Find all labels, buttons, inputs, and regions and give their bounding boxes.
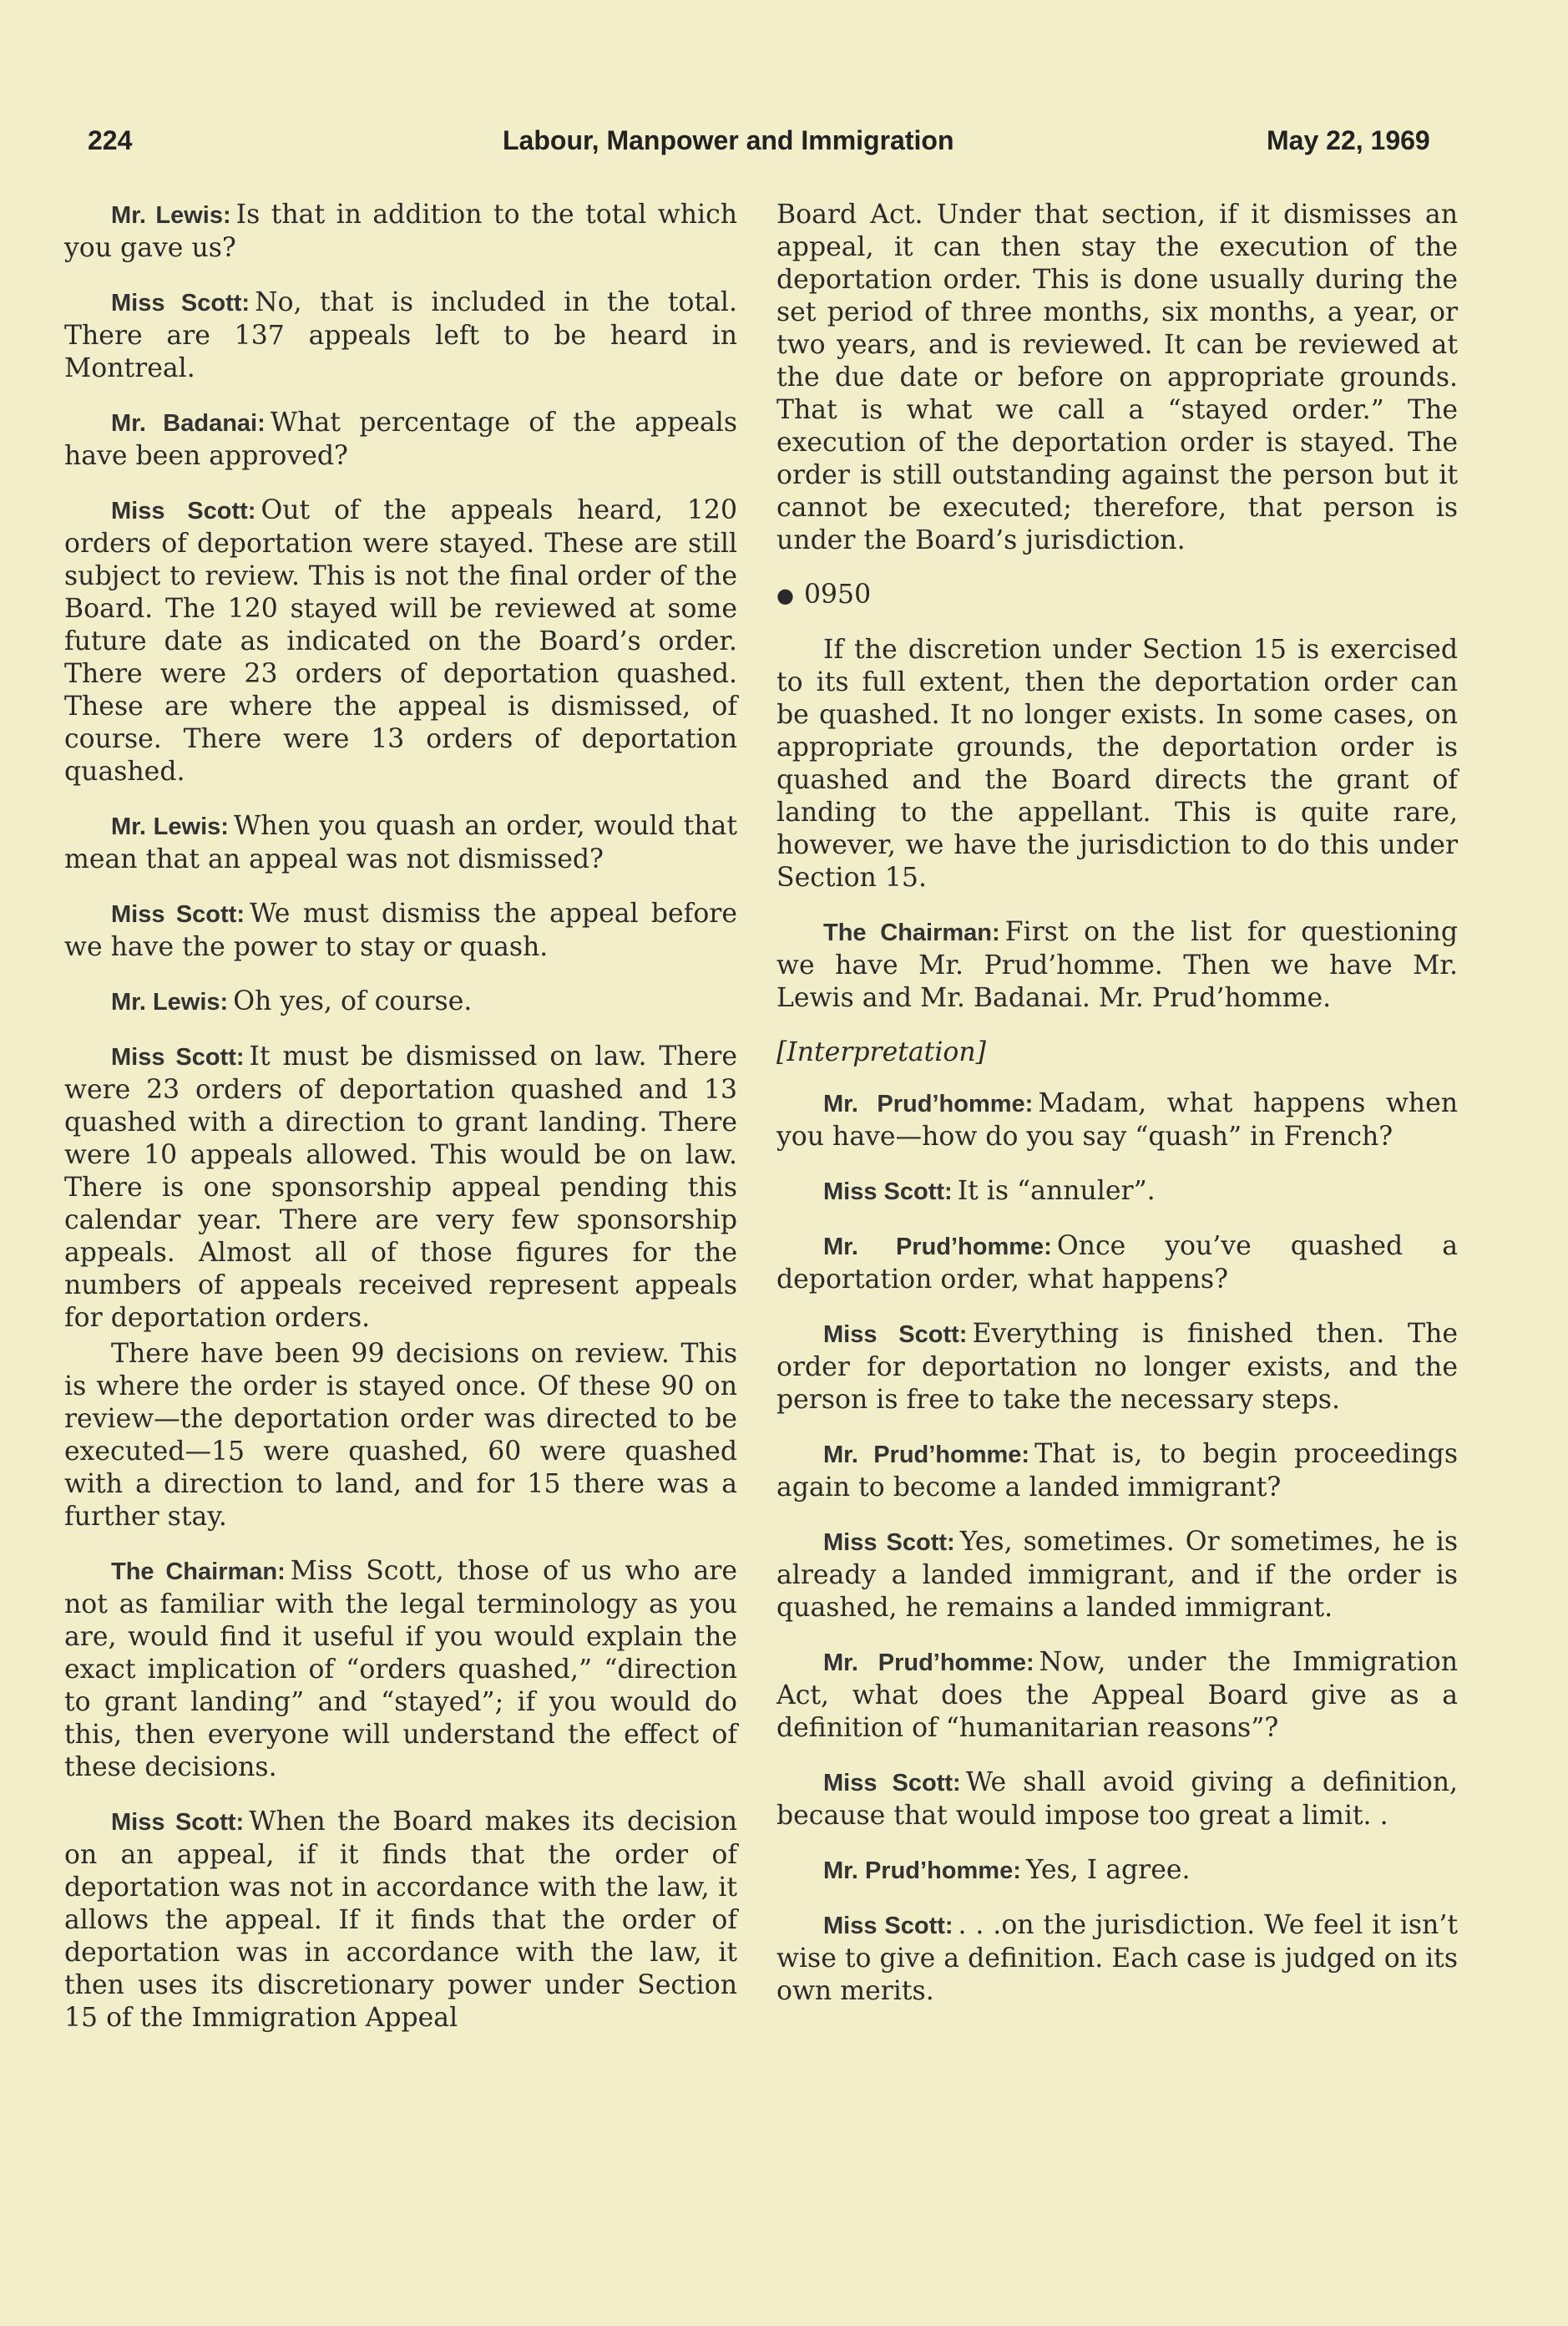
running-title: Labour, Manpower and Immigration <box>503 125 954 155</box>
page-number: 224 <box>88 125 133 155</box>
speaker-label: Miss Scott: <box>111 498 256 524</box>
paragraph <box>776 916 1458 1015</box>
paragraph-text: If the discretion under Section 15 is exercised to its full extent, then the deportation order can be quashed. It no longer exists. In some cases, on appropriate grounds, the deportation order is quashed and the Board directs the grant of landing to the appellant. This is quite rare, however, we have the jurisdiction to do this under Section 15. <box>776 635 1458 893</box>
paragraph-text: Board Act. Under that section, if it dismisses an appeal, it can then stay the execution of the deportation order. This is done usually during the set period of three months, six months, a year, or two years, and is reviewed. It can be reviewed at the due date or before on appropriate grounds. That is what we call a “stayed order.” The execution of the deportation order is stayed. The order is still outstanding against the person but it cannot be executed; therefore, that person is under the Board’s jurisdiction. <box>776 200 1458 555</box>
speaker-label: Mr. Prud’homme: <box>823 1091 1034 1117</box>
paragraph-text: Everything is finished then. The order for deportation no longer exists, and the person is free to take the necessary steps. <box>776 1319 1458 1415</box>
paragraph <box>64 810 737 876</box>
paragraph-text: Is that in addition to the total which you gave us? <box>64 200 738 263</box>
speaker-label: Mr. Lewis: <box>111 202 231 229</box>
speaker-label: Miss Scott: <box>823 1178 953 1205</box>
speaker-label: Miss Scott: <box>823 1770 961 1796</box>
paragraph-text: Madam, what happens when you have—how do you say “quash” in French? <box>776 1088 1458 1152</box>
speaker-label: Miss Scott: <box>823 1913 953 1939</box>
paragraph <box>776 1318 1458 1416</box>
interpretation-note: [Interpretation] <box>776 1037 986 1067</box>
paragraph-text: What percentage of the appeals have been approved? <box>64 408 737 471</box>
speaker-label: Mr. Prud’homme: <box>823 1442 1030 1468</box>
speaker-label: The Chairman: <box>111 1558 286 1585</box>
speaker-label: The Chairman: <box>823 920 1000 946</box>
paragraph <box>64 494 737 788</box>
paragraph <box>64 898 737 964</box>
speaker-label: Miss Scott: <box>111 1809 245 1836</box>
paragraph-text: When the Board makes its decision on an appeal, if it finds that the order of deportation was not in accordance with the law, it allows the appeal. If it finds that the order of deportation was in accordance with the law, it then uses its discretionary power under Section 15 of the Immigration Appeal <box>64 1807 737 2033</box>
speaker-label: Miss Scott: <box>111 290 250 317</box>
paragraph-text: Yes, I agree. <box>1025 1855 1191 1885</box>
speaker-label: Mr. Prud’homme: <box>823 1234 1052 1260</box>
paragraph <box>776 199 1458 557</box>
paragraph-text: No, that is included in the total. There are 137 appeals left to be heard in Montreal. <box>64 287 737 383</box>
speaker-label: Mr. Prud’homme: <box>823 1857 1021 1884</box>
paragraph <box>64 199 737 265</box>
paragraph-text: . . .on the jurisdiction. We feel it isn’t wise to give a definition. Each case is judged on its own merits. <box>776 1910 1459 2006</box>
paragraph <box>64 1806 737 2035</box>
speaker-label: Miss Scott: <box>823 1321 968 1348</box>
bullet-icon: ● <box>776 584 794 607</box>
paragraph <box>776 1526 1458 1624</box>
paragraph <box>776 634 1458 894</box>
paragraph <box>776 1438 1458 1504</box>
paragraph-text: It is “annuler”. <box>957 1176 1156 1206</box>
speaker-label: Mr. Lewis: <box>111 989 229 1016</box>
speaker-label: Mr. Lewis: <box>111 813 229 840</box>
paragraph <box>776 1854 1458 1888</box>
paragraph-text: Once you’ve quashed a deportation order, what happens? <box>776 1231 1458 1295</box>
speaker-label: Miss Scott: <box>823 1529 955 1556</box>
paragraph <box>64 286 737 385</box>
speaker-label: Mr. Prud’homme: <box>823 1649 1034 1676</box>
paragraph-text: Miss Scott, those of us who are not as familiar with the legal terminology as you are, would find it useful if you would explain the exact implication of “orders quashed,” “direction to grant landing” and “stayed”; if you would do this, then everyone will understand the effect of these decisions. <box>64 1556 737 1782</box>
time-marker-text: 0950 <box>803 580 872 610</box>
paragraph-text: That is, to begin proceedings again to become a landed immigrant? <box>776 1439 1458 1503</box>
paragraph <box>64 1555 737 1784</box>
page-date: May 22, 1969 <box>1267 125 1430 155</box>
paragraph <box>776 1909 1458 2008</box>
paragraph-text: Out of the appeals heard, 120 orders of deportation were stayed. These are still subject to review. This is not the final order of the Board. The 120 stayed will be reviewed at some future date as indicated on the Board’s order. There were 23 orders of deportation quashed. These are where the appeal is dismissed, of course. There were 13 orders of deportation quashed. <box>64 495 738 787</box>
time-marker <box>776 579 1458 612</box>
paragraph <box>776 1175 1458 1209</box>
paragraph-text: Now, under the Immigration Act, what does the Appeal Board give as a definition of “humanitarian reasons”? <box>776 1647 1458 1743</box>
paragraph-text: Yes, sometimes. Or sometimes, he is already a landed immigrant, and if the order is quashed, he remains a landed immigrant. <box>776 1527 1458 1623</box>
paragraph <box>64 1041 737 1335</box>
paragraph-text: When you quash an order, would that mean that an appeal was not dismissed? <box>64 811 737 874</box>
paragraph <box>64 407 737 473</box>
speaker-label: Mr. Badanai: <box>111 410 266 437</box>
page-header <box>0 125 1568 175</box>
speaker-label: Miss Scott: <box>111 901 245 928</box>
paragraph-text: First on the list for questioning we have Mr. Prud’homme. Then we have Mr. Lewis and Mr. Badanai. Mr. Prud’homme. <box>776 917 1459 1013</box>
left-column <box>64 199 737 2056</box>
paragraph-text: It must be dismissed on law. There were 23 orders of deportation quashed and 13 quashed with a direction to grant landing. There were 10 appeals allowed. This would be on law. There is one sponsorship appeal pending this calendar year. There are very few sponsorship appeals. Almost all of those figures for the numbers of appeals received represent appeals for deportation orders. <box>64 1041 738 1333</box>
paragraph-text: We shall avoid giving a definition, because that would impose too great a limit. . <box>776 1767 1459 1831</box>
paragraph <box>776 1230 1458 1296</box>
paragraph-text: There have been 99 decisions on review. This is where the order is stayed once. Of these 90 on review—the deportation order was directed to be executed—15 were quashed, 60 were quashed with a direction to land, and for 15 there was a further stay. <box>64 1339 737 1532</box>
right-column <box>776 199 1458 2030</box>
speaker-label: Miss Scott: <box>111 1044 245 1071</box>
paragraph <box>64 986 737 1019</box>
paragraph-text: Oh yes, of course. <box>233 986 473 1016</box>
paragraph <box>776 1087 1458 1153</box>
paragraph-text: We must dismiss the appeal before we have the power to stay or quash. <box>64 899 738 962</box>
paragraph <box>776 1766 1458 1832</box>
paragraph <box>776 1646 1458 1745</box>
paragraph <box>64 1338 737 1533</box>
